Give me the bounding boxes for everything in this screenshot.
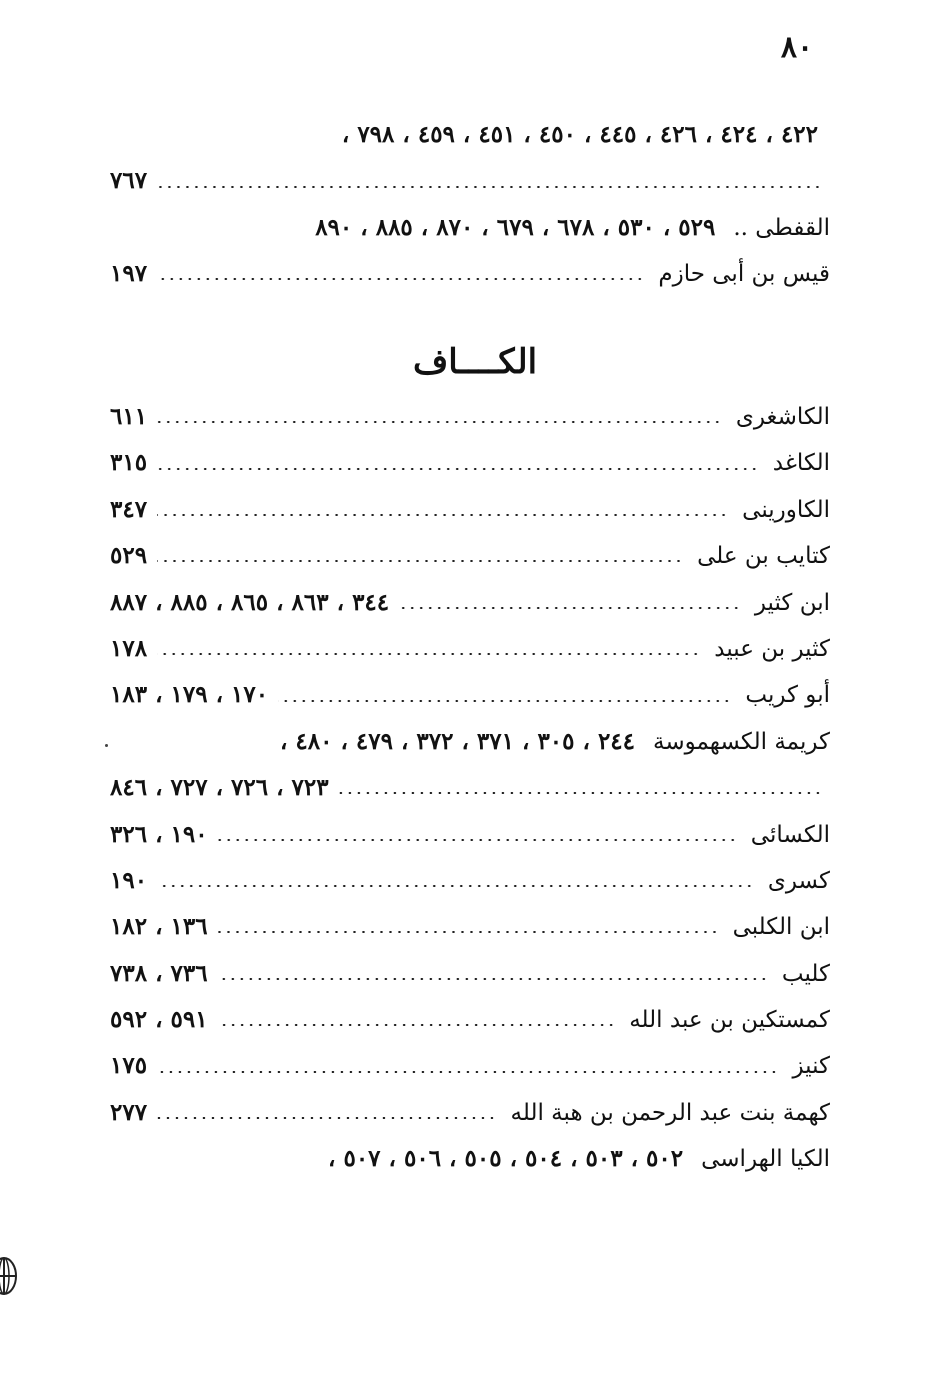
entry-pages: ٧٣٦ ، ٧٣٨: [110, 959, 208, 987]
dot-leader: [157, 1071, 778, 1073]
page-number: ٨٠: [780, 30, 814, 65]
index-continuation: [110, 112, 830, 298]
entry-pages: ٧٦٧: [110, 167, 148, 195]
index-entry: [110, 580, 830, 626]
entry-pages: ٤٢٢ ، ٤٢٤ ، ٤٢٦ ، ٤٤٥ ، ٤٥٠ ، ٤٥١ ، ٤٥٩ ، ٧٩٨ ،: [341, 121, 818, 148]
dot-leader: [157, 885, 754, 887]
entry-pages: ١٩٠: [110, 866, 148, 894]
index-entry: [110, 112, 830, 158]
globe-icon: [0, 1254, 18, 1298]
dot-leader: [339, 792, 822, 794]
entry-pages: ١٣٦ ، ١٨٢: [110, 913, 208, 941]
section-title: الكــــاف: [412, 342, 538, 382]
entry-pages: ١٧٠ ، ١٧٩ ، ١٨٣: [110, 681, 269, 709]
index-entry: [110, 997, 830, 1043]
dot-leader: [218, 931, 719, 933]
index-entry: [110, 1043, 830, 1089]
entry-pages: ١٧٥: [110, 1052, 148, 1080]
index-entry: [110, 719, 830, 765]
dot-leader: [278, 700, 731, 702]
entry-name: الكاغد: [772, 450, 830, 477]
entry-pages: ١٩٧: [110, 260, 148, 288]
entry-name: القفطى ..: [733, 214, 830, 241]
dot-leader: [157, 186, 822, 188]
entry-name: كهمة بنت عبد الرحمن بن هبة الله: [510, 1099, 830, 1126]
entry-pages: ٢٧٧: [110, 1098, 148, 1126]
entry-name: كتايب بن على: [697, 543, 830, 570]
entry-name: الكيا الهراسى: [701, 1146, 830, 1173]
dot-leader: [218, 1024, 616, 1026]
entry-name: قيس بن أبى حازم: [658, 261, 830, 288]
entry-pages: ٦١١: [110, 403, 148, 430]
index-entry: [110, 812, 830, 858]
index-entry: [110, 487, 830, 533]
index-entry: [110, 626, 830, 672]
dot-leader: [218, 978, 768, 980]
entry-pages: ١٧٨: [110, 634, 148, 662]
entry-name: كسرى: [767, 867, 830, 894]
entry-pages: ٥٢٩: [110, 542, 148, 570]
entry-name: ابن الكلبى: [732, 914, 830, 941]
index-entry: [110, 951, 830, 997]
entry-name: الكسائى: [750, 821, 830, 848]
entry-name: ابن كثير: [754, 589, 830, 616]
entry-pages: ٥٠٢ ، ٥٠٣ ، ٥٠٤ ، ٥٠٥ ، ٥٠٦ ، ٥٠٧ ،: [328, 1145, 684, 1173]
entry-name: كمستكين بن عبد الله: [629, 1007, 830, 1034]
entry-pages: ٣٤٤ ، ٨٦٣ ، ٨٦٥ ، ٨٨٥ ، ٨٨٧: [110, 588, 390, 616]
entry-name: أبو كريب: [745, 682, 830, 709]
dot-leader: [157, 653, 700, 655]
index-entry: [110, 1136, 830, 1182]
entry-name: الكاورينى: [742, 496, 830, 523]
index-entry: [110, 533, 830, 579]
index-entry: [110, 1090, 830, 1136]
index-section-kaf: [110, 394, 830, 1183]
index-entry: [110, 251, 830, 297]
index-entry: [110, 858, 830, 904]
entry-name: كثير بن عبيد: [714, 635, 830, 662]
index-entry: [110, 672, 830, 718]
dot-leader: [399, 607, 741, 609]
index-entry: [110, 904, 830, 950]
entry-pages: ٣٤٧: [110, 495, 148, 523]
dot-leader: [157, 514, 728, 516]
entry-pages: ٧٢٣ ، ٧٢٦ ، ٧٢٧ ، ٨٤٦: [110, 774, 329, 802]
dot-leader: [157, 560, 683, 562]
entry-name: كريمة الكسهموسة: [653, 728, 830, 755]
index-entry: [110, 394, 830, 440]
dot-leader: [157, 1117, 496, 1119]
index-entry: [110, 765, 830, 811]
entry-pages: ٣١٥: [110, 449, 148, 477]
entry-pages: ١٩٠ ، ٣٢٦: [110, 820, 208, 848]
entry-pages: ٥٢٩ ، ٥٣٠ ، ٦٧٨ ، ٦٧٩ ، ٨٧٠ ، ٨٨٥ ، ٨٩٠: [315, 213, 716, 241]
index-entry: [110, 440, 830, 486]
index-entry: [110, 205, 830, 251]
entry-pages: ٥٩١ ، ٥٩٢: [110, 1006, 208, 1034]
dot-leader: [218, 839, 737, 841]
entry-pages: ٢٤٤ ، ٣٠٥ ، ٣٧١ ، ٣٧٢ ، ٤٧٩ ، ٤٨٠ ،: [279, 727, 636, 755]
entry-name: كنيز: [792, 1053, 830, 1080]
dot-leader: [157, 278, 644, 280]
index-entry: [110, 158, 830, 204]
dot-leader: [157, 468, 759, 470]
entry-name: كليب: [781, 960, 830, 987]
speck: [105, 744, 108, 747]
entry-name: الكاشغرى: [735, 404, 830, 430]
dot-leader: [157, 421, 722, 423]
